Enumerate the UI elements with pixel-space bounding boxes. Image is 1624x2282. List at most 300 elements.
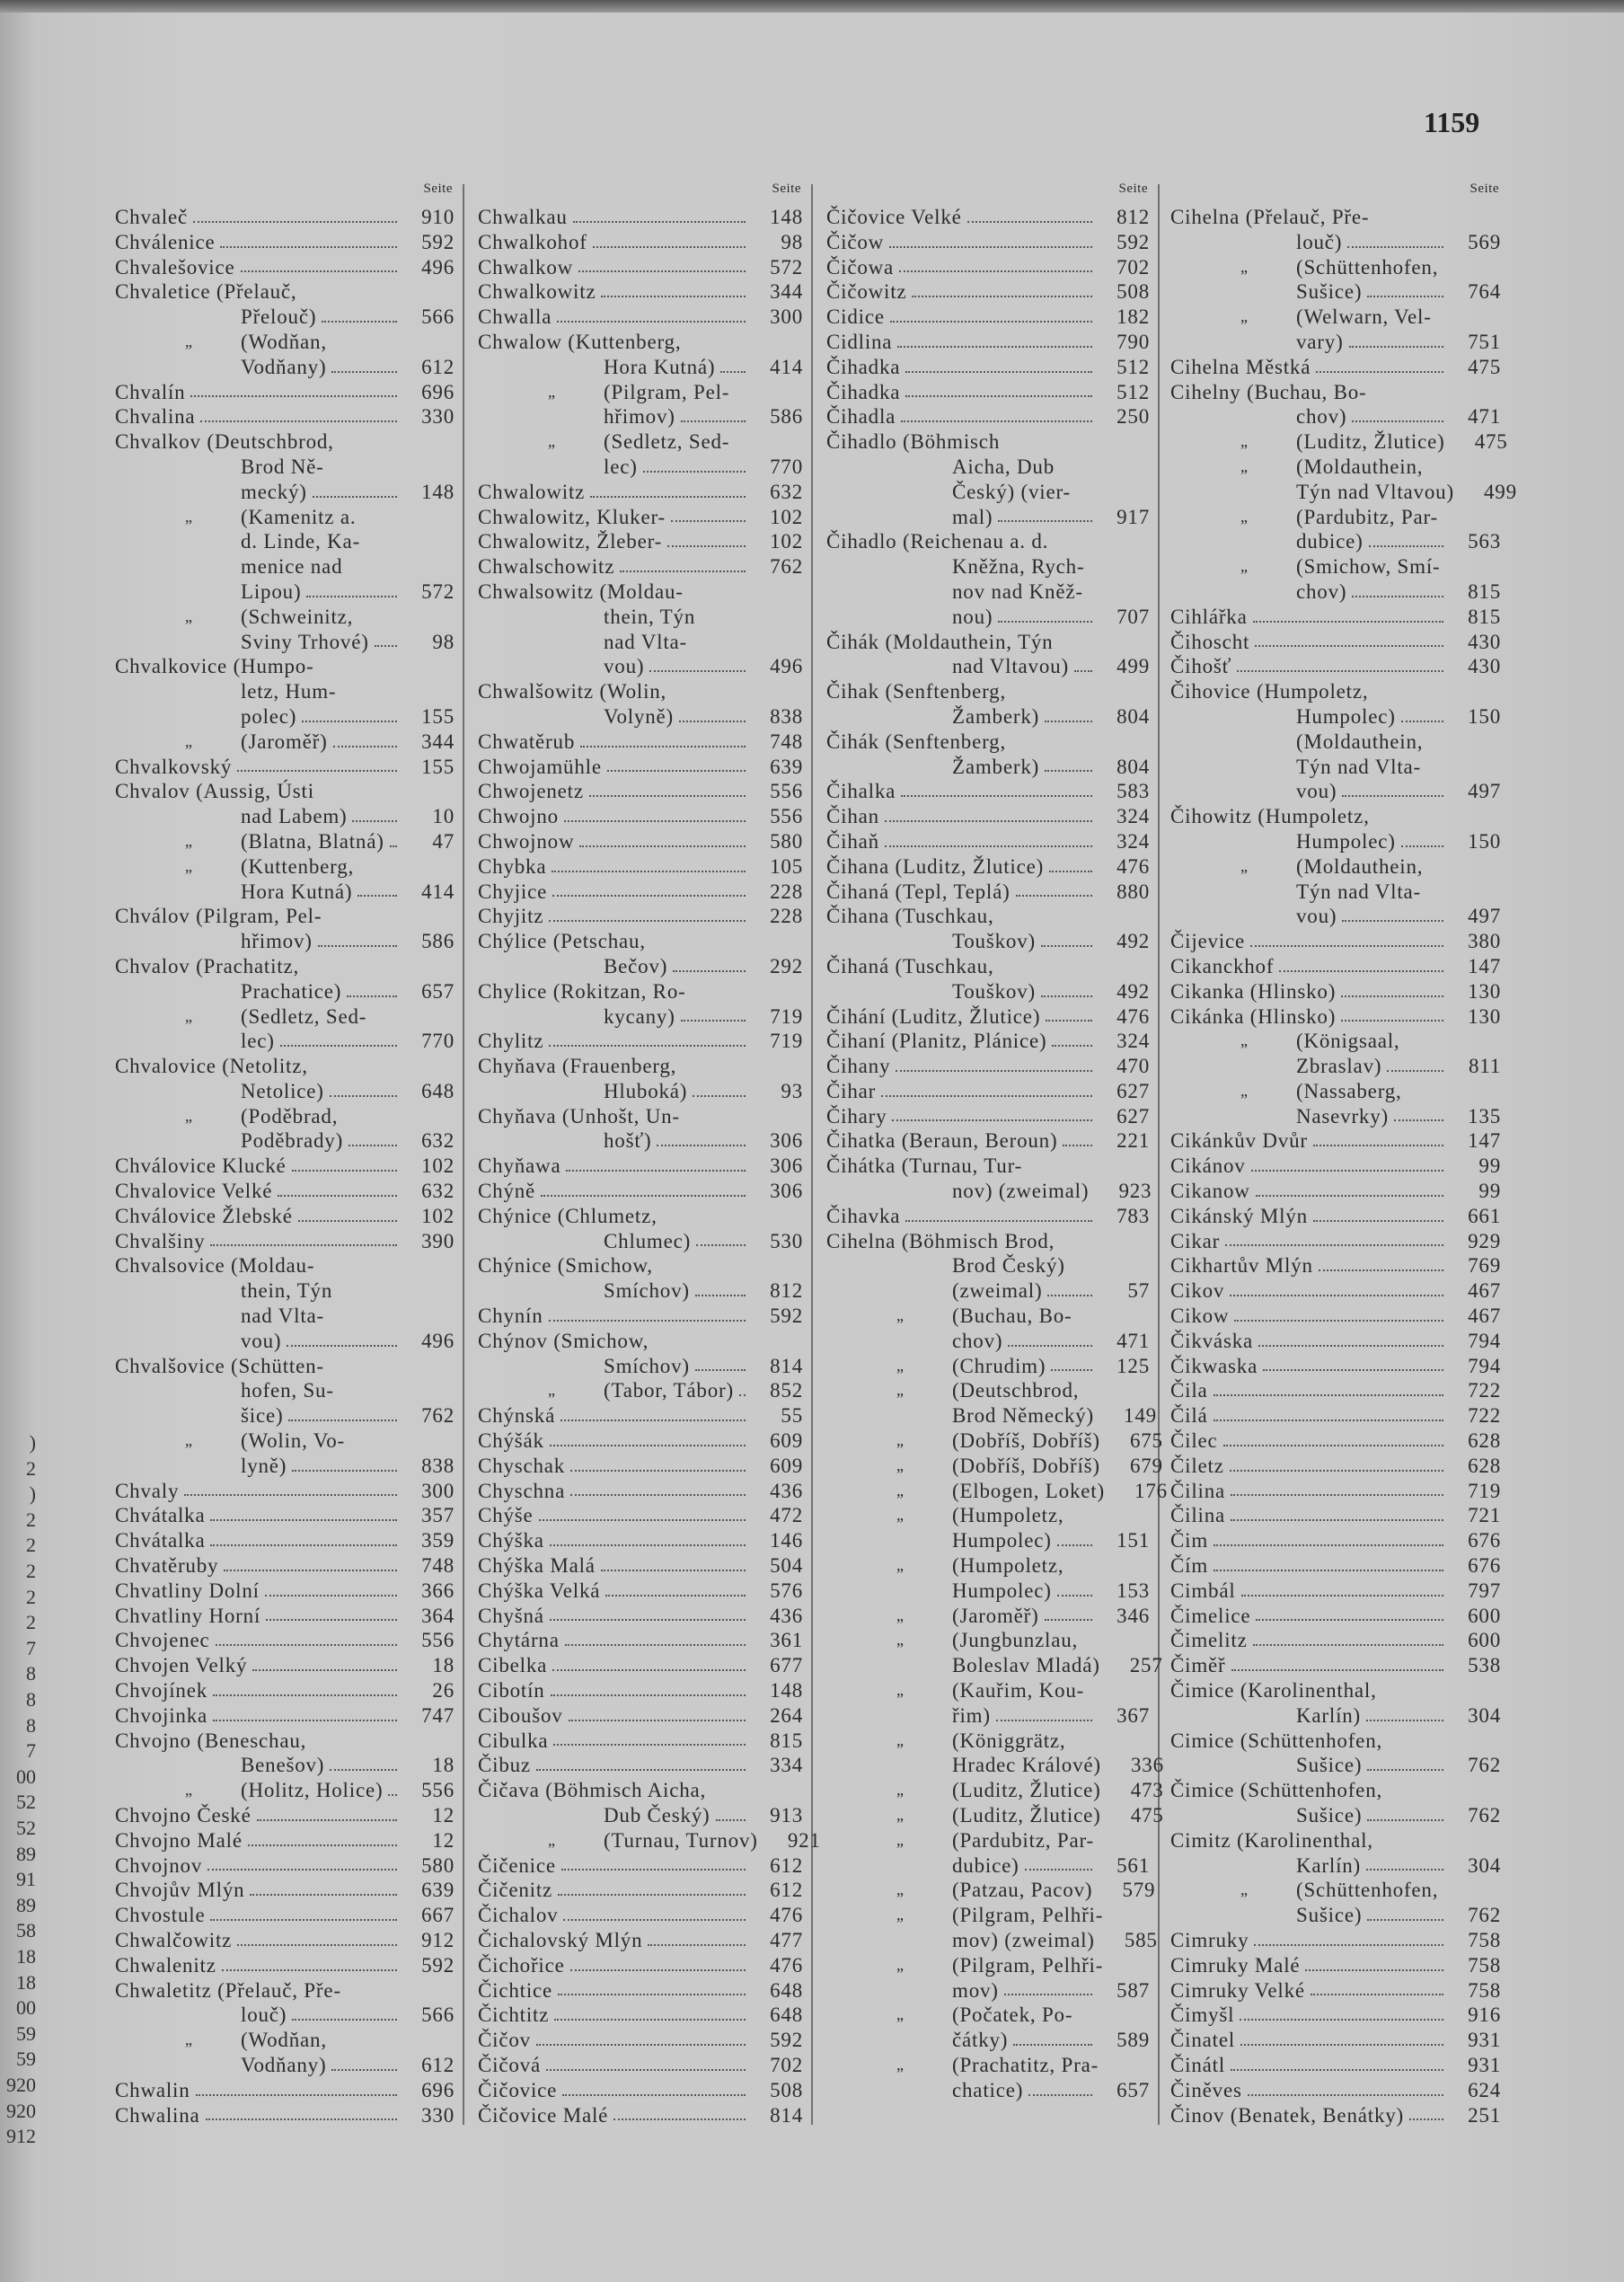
dot-leader bbox=[200, 404, 397, 422]
dot-leader bbox=[1231, 2053, 1443, 2071]
page-reference: 696 bbox=[421, 2078, 455, 2101]
dot-leader bbox=[643, 455, 746, 473]
index-entry bbox=[1170, 1354, 1501, 1379]
index-subentry bbox=[826, 1903, 1150, 1928]
entry-text: Chvojno České bbox=[115, 1804, 252, 1826]
ditto-mark: „ bbox=[1240, 307, 1249, 326]
dot-leader bbox=[735, 380, 746, 398]
entry-text: Čihaná (Tepl, Teplá) bbox=[826, 880, 1011, 903]
dot-leader bbox=[210, 1528, 397, 1546]
index-entry bbox=[478, 1029, 803, 1054]
index-entry bbox=[115, 429, 455, 455]
index-entry bbox=[115, 1928, 455, 1953]
index-continuation bbox=[826, 1853, 1150, 1879]
index-column-2 bbox=[478, 181, 821, 2127]
page-reference: 471 bbox=[1116, 1329, 1150, 1352]
dot-leader bbox=[1013, 2028, 1092, 2046]
entry-text: šice) bbox=[241, 1404, 284, 1428]
entry-text: Čihatka (Beraun, Beroun) bbox=[826, 1129, 1058, 1153]
index-entry bbox=[115, 904, 455, 929]
index-entry bbox=[478, 529, 803, 554]
index-entry bbox=[478, 1454, 803, 1479]
entry-text: Žamberk) bbox=[952, 704, 1040, 728]
entry-text: Volyně) bbox=[604, 704, 675, 728]
dot-leader bbox=[349, 1128, 397, 1146]
entry-text: (Wolin, Vo- bbox=[241, 1429, 345, 1453]
page-reference bbox=[402, 1278, 455, 1304]
dot-leader bbox=[352, 804, 397, 822]
index-continuation bbox=[115, 1329, 455, 1354]
index-subentry bbox=[1170, 1029, 1501, 1054]
page-reference: 769 bbox=[1468, 1254, 1501, 1278]
index-continuation bbox=[115, 2003, 455, 2028]
dot-leader bbox=[206, 2103, 397, 2121]
dot-leader bbox=[905, 355, 1092, 373]
dot-leader bbox=[554, 2003, 746, 2021]
dot-leader bbox=[1405, 1029, 1443, 1047]
index-entry bbox=[478, 205, 803, 230]
index-entry bbox=[826, 230, 1150, 255]
dot-leader bbox=[1374, 205, 1443, 223]
dot-leader bbox=[1041, 929, 1092, 947]
entry-text: Čičová bbox=[478, 2053, 541, 2076]
entry-text: Chlumec) bbox=[604, 1229, 692, 1252]
index-entry bbox=[478, 1204, 803, 1229]
index-entry bbox=[115, 1253, 455, 1278]
dot-leader bbox=[1025, 1853, 1092, 1871]
index-continuation bbox=[478, 704, 803, 730]
dot-leader bbox=[350, 1428, 397, 1446]
dot-leader bbox=[1342, 779, 1443, 797]
index-entry bbox=[1170, 1828, 1501, 1853]
dot-leader bbox=[552, 854, 746, 872]
index-continuation bbox=[478, 1229, 803, 1254]
dot-leader bbox=[885, 804, 1092, 822]
index-continuation bbox=[115, 1403, 455, 1428]
index-entry bbox=[478, 755, 803, 780]
page-reference: 182 bbox=[1116, 305, 1150, 329]
index-entry bbox=[826, 355, 1150, 380]
dot-leader bbox=[210, 1503, 397, 1521]
page-reference bbox=[751, 1253, 803, 1278]
dot-leader bbox=[546, 2053, 746, 2071]
index-subentry bbox=[1170, 429, 1508, 455]
entry-text: Čichtice bbox=[478, 1978, 553, 2002]
page-reference: 504 bbox=[770, 1554, 803, 1578]
page-reference: 497 bbox=[1468, 780, 1501, 803]
page-reference: 797 bbox=[1468, 1579, 1501, 1602]
entry-text: Čimice (Schüttenhofen, bbox=[1170, 1779, 1383, 1802]
index-entry bbox=[1170, 1304, 1501, 1329]
entry-text: Cikánka (Hlinsko) bbox=[1170, 1004, 1337, 1028]
dot-leader bbox=[1341, 1004, 1443, 1022]
entry-text: Sušice) bbox=[1296, 280, 1363, 304]
entry-text: (Sedletz, Sed- bbox=[604, 430, 730, 454]
dot-leader bbox=[536, 2028, 746, 2046]
dot-leader bbox=[331, 355, 397, 373]
dot-leader bbox=[1342, 904, 1443, 922]
entry-text: Čijevice bbox=[1170, 930, 1246, 953]
dot-leader bbox=[899, 255, 1092, 273]
dot-leader bbox=[302, 704, 397, 722]
entry-text: (Humpoletz, bbox=[952, 1554, 1064, 1578]
ditto-mark: „ bbox=[896, 1431, 905, 1450]
dot-leader bbox=[358, 605, 397, 623]
page-reference bbox=[402, 1354, 455, 1379]
entry-text: Chyňawa bbox=[478, 1154, 561, 1178]
index-subentry bbox=[826, 1678, 1150, 1703]
dot-leader bbox=[1263, 1354, 1443, 1372]
page-reference: 758 bbox=[1468, 1978, 1501, 2002]
entry-text: lec) bbox=[241, 1030, 275, 1053]
index-continuation bbox=[826, 480, 1150, 505]
index-subentry bbox=[826, 1354, 1150, 1379]
entry-text: Chvalovice (Netolitz, bbox=[115, 1055, 308, 1078]
dot-leader bbox=[570, 1479, 746, 1497]
index-continuation bbox=[115, 804, 455, 829]
index-column-3 bbox=[826, 181, 1168, 2103]
page-reference: 497 bbox=[1468, 905, 1501, 928]
entry-text: Sušice) bbox=[1296, 1754, 1363, 1777]
page-reference bbox=[1098, 679, 1150, 704]
page-reference bbox=[402, 529, 455, 554]
entry-text: louč) bbox=[1296, 230, 1343, 253]
page-reference: 770 bbox=[770, 455, 803, 478]
index-entry bbox=[1170, 1503, 1501, 1528]
page-reference: 804 bbox=[1116, 704, 1150, 728]
page-reference: 151 bbox=[1116, 1529, 1150, 1552]
page-reference: 475 bbox=[1468, 355, 1501, 378]
index-subentry bbox=[115, 730, 455, 755]
entry-text: polec) bbox=[241, 704, 297, 728]
dot-leader bbox=[1090, 554, 1092, 572]
dot-leader bbox=[1046, 1004, 1092, 1022]
entry-text: menice nad bbox=[241, 555, 343, 579]
index-entry bbox=[115, 404, 455, 429]
ditto-mark: „ bbox=[185, 1006, 193, 1025]
dot-leader bbox=[905, 1204, 1092, 1222]
index-continuation bbox=[115, 880, 455, 905]
page-reference bbox=[1098, 429, 1150, 455]
dot-leader bbox=[912, 279, 1092, 297]
page-reference: 572 bbox=[421, 579, 455, 603]
facing-page-number-fragment: 8 bbox=[26, 1688, 36, 1711]
index-continuation bbox=[115, 979, 455, 1004]
index-entry bbox=[826, 205, 1150, 230]
entry-text: Čihana (Tuschkau, bbox=[826, 905, 994, 928]
page-reference bbox=[1098, 579, 1150, 605]
page-reference: 612 bbox=[770, 1853, 803, 1877]
page-reference: 912 bbox=[421, 1928, 455, 1951]
index-subentry bbox=[115, 1428, 455, 1454]
dot-leader bbox=[1078, 1304, 1092, 1322]
page-reference: 790 bbox=[1116, 330, 1150, 353]
index-entry bbox=[478, 1054, 803, 1079]
dot-leader bbox=[711, 1778, 746, 1796]
dot-leader bbox=[695, 1354, 746, 1372]
index-entry bbox=[115, 1604, 455, 1629]
page-reference: 359 bbox=[421, 1529, 455, 1552]
dot-leader bbox=[565, 1628, 746, 1646]
entry-text: Cihelna (Böhmisch Brod, bbox=[826, 1229, 1055, 1252]
index-entry bbox=[1170, 2053, 1501, 2078]
dot-leader bbox=[905, 380, 1092, 398]
page-reference: 583 bbox=[1116, 780, 1150, 803]
column-header-seite: Seite bbox=[772, 181, 801, 196]
page-reference: 251 bbox=[1468, 2103, 1501, 2127]
entry-text: Sušice) bbox=[1296, 1904, 1363, 1927]
page-reference: 306 bbox=[770, 1129, 803, 1153]
facing-page-number-fragment: 52 bbox=[16, 1817, 36, 1839]
page-reference: 228 bbox=[770, 880, 803, 903]
page-reference bbox=[1098, 1378, 1150, 1403]
dot-leader bbox=[330, 1354, 397, 1372]
page-reference: 931 bbox=[1468, 2029, 1501, 2052]
index-subentry bbox=[826, 1778, 1164, 1803]
page-reference: 600 bbox=[1468, 1629, 1501, 1652]
facing-page-number-fragment: 58 bbox=[16, 1919, 36, 1942]
page-reference bbox=[1098, 904, 1150, 929]
dot-leader bbox=[562, 2078, 746, 2096]
dot-leader bbox=[320, 1253, 397, 1271]
page-reference bbox=[1098, 1628, 1150, 1653]
page-reference: 627 bbox=[1116, 1079, 1150, 1102]
page-reference: 563 bbox=[1468, 530, 1501, 553]
dot-leader bbox=[667, 529, 746, 547]
dot-leader bbox=[1011, 679, 1092, 697]
index-entry bbox=[1170, 1204, 1501, 1229]
page-reference: 264 bbox=[770, 1703, 803, 1727]
page-reference: 880 bbox=[1116, 880, 1150, 903]
facing-page-number-fragment: 91 bbox=[16, 1868, 36, 1891]
entry-text: Chválovice Žlebské bbox=[115, 1204, 293, 1227]
entry-text: Prachatice) bbox=[241, 979, 342, 1003]
ditto-mark: „ bbox=[896, 1481, 905, 1499]
index-entry bbox=[478, 904, 803, 929]
index-subentry bbox=[478, 1378, 803, 1403]
index-continuation bbox=[115, 929, 455, 954]
index-entry bbox=[826, 255, 1150, 280]
page-reference bbox=[402, 1729, 455, 1754]
entry-text: Chwalowitz, Kluker- bbox=[478, 505, 666, 528]
dot-leader bbox=[1005, 429, 1092, 447]
page-reference: 722 bbox=[1468, 1379, 1501, 1402]
dot-leader bbox=[1045, 755, 1092, 773]
entry-text: Čihání (Luditz, Žlutice) bbox=[826, 1004, 1041, 1028]
page-reference: 530 bbox=[770, 1229, 803, 1252]
index-entry bbox=[1170, 2078, 1501, 2103]
index-entry bbox=[1170, 1253, 1501, 1278]
page-reference bbox=[1114, 1953, 1166, 1978]
dot-leader bbox=[901, 779, 1092, 797]
facing-page-number-fragment: 7 bbox=[26, 1739, 36, 1763]
page-reference bbox=[402, 1304, 455, 1329]
entry-text: Činátl bbox=[1170, 2053, 1226, 2076]
dot-leader bbox=[658, 1253, 746, 1271]
index-entry bbox=[1170, 1678, 1501, 1703]
entry-text: Chvalkovský bbox=[115, 755, 233, 778]
page-reference: 102 bbox=[421, 1204, 455, 1227]
page-reference bbox=[1449, 854, 1501, 880]
page-reference: 18 bbox=[432, 1754, 455, 1777]
page-reference bbox=[1449, 1729, 1501, 1754]
entry-text: (Počatek, Po- bbox=[952, 2003, 1073, 2027]
page-reference: 496 bbox=[421, 255, 455, 279]
dot-leader bbox=[673, 954, 746, 972]
index-entry bbox=[478, 1579, 803, 1604]
page-reference: 751 bbox=[1468, 330, 1501, 353]
entry-text: Chvojno (Beneschau, bbox=[115, 1729, 307, 1752]
index-column-4 bbox=[1170, 181, 1517, 2127]
page-reference: 430 bbox=[1468, 655, 1501, 678]
page-reference: 838 bbox=[421, 1454, 455, 1477]
dot-leader bbox=[241, 255, 397, 273]
entry-text: lyně) bbox=[241, 1454, 287, 1477]
index-continuation bbox=[1170, 704, 1501, 730]
dot-leader bbox=[302, 279, 397, 297]
page-reference: 380 bbox=[1468, 930, 1501, 953]
index-entry bbox=[478, 929, 803, 954]
facing-page-number-fragment: 18 bbox=[16, 1970, 36, 1994]
column-rule bbox=[1158, 184, 1160, 2125]
page-reference: 476 bbox=[770, 1953, 803, 1977]
column-header-seite: Seite bbox=[423, 181, 453, 196]
dot-leader bbox=[1230, 1454, 1443, 1472]
dot-leader bbox=[338, 1278, 397, 1296]
facing-page-number-fragment: 8 bbox=[26, 1662, 36, 1685]
page-reference: 364 bbox=[421, 1604, 455, 1627]
dot-leader bbox=[1060, 1229, 1092, 1247]
page-reference bbox=[1449, 380, 1501, 405]
index-entry bbox=[1170, 1479, 1501, 1504]
page-reference bbox=[1098, 455, 1150, 480]
page-reference: 436 bbox=[770, 1604, 803, 1627]
page-reference bbox=[751, 679, 803, 704]
dot-leader bbox=[1058, 630, 1092, 648]
dot-leader bbox=[1060, 455, 1092, 473]
ditto-mark: „ bbox=[896, 1455, 905, 1474]
dot-leader bbox=[681, 1004, 746, 1022]
index-entry bbox=[115, 1528, 455, 1553]
page-reference bbox=[751, 330, 803, 355]
page-reference: 587 bbox=[1116, 1978, 1150, 2002]
page-reference: 357 bbox=[421, 1504, 455, 1527]
index-subentry bbox=[115, 2028, 455, 2053]
entry-text: Chwalowitz bbox=[478, 480, 586, 503]
page-reference: 585 bbox=[1124, 1928, 1158, 1951]
facing-page-number-fragment: 2 bbox=[26, 1560, 36, 1582]
index-entry bbox=[1170, 804, 1501, 829]
dot-leader bbox=[696, 1229, 746, 1247]
page-reference: 414 bbox=[421, 880, 455, 903]
ditto-mark: „ bbox=[548, 1381, 556, 1400]
index-entry bbox=[115, 1853, 455, 1879]
ditto-mark: „ bbox=[1240, 456, 1249, 475]
page-reference: 98 bbox=[432, 630, 455, 653]
dot-leader bbox=[564, 804, 746, 822]
entry-text: Chwojnow bbox=[478, 829, 575, 853]
entry-text: hřimov) bbox=[241, 930, 313, 953]
entry-text: Čihadka bbox=[826, 380, 901, 403]
entry-text: Činěves bbox=[1170, 2078, 1242, 2101]
index-entry bbox=[1170, 2028, 1501, 2053]
index-subentry bbox=[115, 1004, 455, 1030]
index-continuation bbox=[826, 455, 1150, 480]
page-reference: 508 bbox=[1116, 280, 1150, 304]
index-subentry bbox=[826, 1454, 1163, 1479]
dot-leader bbox=[1352, 404, 1443, 422]
index-subentry bbox=[826, 1628, 1150, 1653]
index-entry bbox=[826, 529, 1150, 554]
page-reference: 696 bbox=[421, 380, 455, 403]
ditto-mark: „ bbox=[896, 1830, 905, 1849]
dot-leader bbox=[292, 1154, 397, 1172]
index-continuation bbox=[115, 1029, 455, 1054]
entry-text: Chyňava (Frauenberg, bbox=[478, 1055, 677, 1078]
index-subentry bbox=[826, 1803, 1164, 1828]
page-reference bbox=[1098, 1229, 1150, 1254]
entry-text: (Schweinitz, bbox=[241, 605, 354, 628]
index-entry bbox=[478, 2003, 803, 2028]
index-continuation bbox=[115, 1304, 455, 1329]
index-continuation bbox=[478, 630, 803, 655]
entry-text: Chwalšowitz (Wolin, bbox=[478, 680, 667, 703]
entry-text: Chvalín bbox=[115, 380, 186, 403]
index-continuation bbox=[478, 954, 803, 979]
entry-text: Čimyšl bbox=[1170, 2003, 1235, 2027]
dot-leader bbox=[348, 554, 397, 572]
ditto-mark: „ bbox=[1240, 557, 1249, 576]
ditto-mark: „ bbox=[896, 1955, 905, 1974]
page-reference: 676 bbox=[1468, 1529, 1501, 1552]
entry-text: Chwalowitz, Žleber- bbox=[478, 530, 663, 553]
entry-text: (Schüttenhofen, bbox=[1296, 1879, 1439, 1902]
dot-leader bbox=[890, 305, 1092, 323]
dot-leader bbox=[1426, 755, 1443, 773]
page-reference: 929 bbox=[1468, 1229, 1501, 1252]
facing-page-number-fragment: 00 bbox=[16, 1765, 36, 1788]
entry-text: Chýška Velká bbox=[478, 1579, 601, 1602]
page-reference: 102 bbox=[770, 505, 803, 528]
entry-text: Čičow bbox=[826, 230, 885, 253]
entry-text: Čichtitz bbox=[478, 2003, 550, 2027]
entry-text: Chyjitz bbox=[478, 905, 544, 928]
entry-text: Čihowitz (Humpoletz, bbox=[1170, 805, 1370, 828]
page-reference: 292 bbox=[770, 954, 803, 977]
dot-leader bbox=[1000, 904, 1092, 922]
entry-text: Nasevrky) bbox=[1296, 1104, 1389, 1128]
index-entry bbox=[826, 380, 1150, 405]
entry-text: Touškov) bbox=[952, 979, 1036, 1003]
page-reference: 135 bbox=[1468, 1104, 1501, 1128]
dot-leader bbox=[601, 1553, 746, 1571]
entry-text: Čihák (Moldauthein, Týn bbox=[826, 630, 1054, 653]
dot-leader bbox=[896, 1054, 1092, 1072]
index-entry bbox=[826, 330, 1150, 355]
dot-leader bbox=[1375, 804, 1443, 822]
page-reference: 612 bbox=[770, 1879, 803, 1902]
dot-leader bbox=[1090, 1678, 1092, 1696]
entry-text: Čihaná (Tuschkau, bbox=[826, 954, 994, 977]
dot-leader bbox=[1016, 880, 1092, 898]
index-entry bbox=[115, 954, 455, 979]
page-reference: 470 bbox=[1116, 1055, 1150, 1078]
dot-leader bbox=[967, 205, 1092, 223]
index-entry bbox=[115, 230, 455, 255]
entry-text: Chwalsowitz (Moldau- bbox=[478, 579, 684, 603]
dot-leader bbox=[563, 1903, 746, 1921]
index-continuation bbox=[826, 755, 1150, 780]
